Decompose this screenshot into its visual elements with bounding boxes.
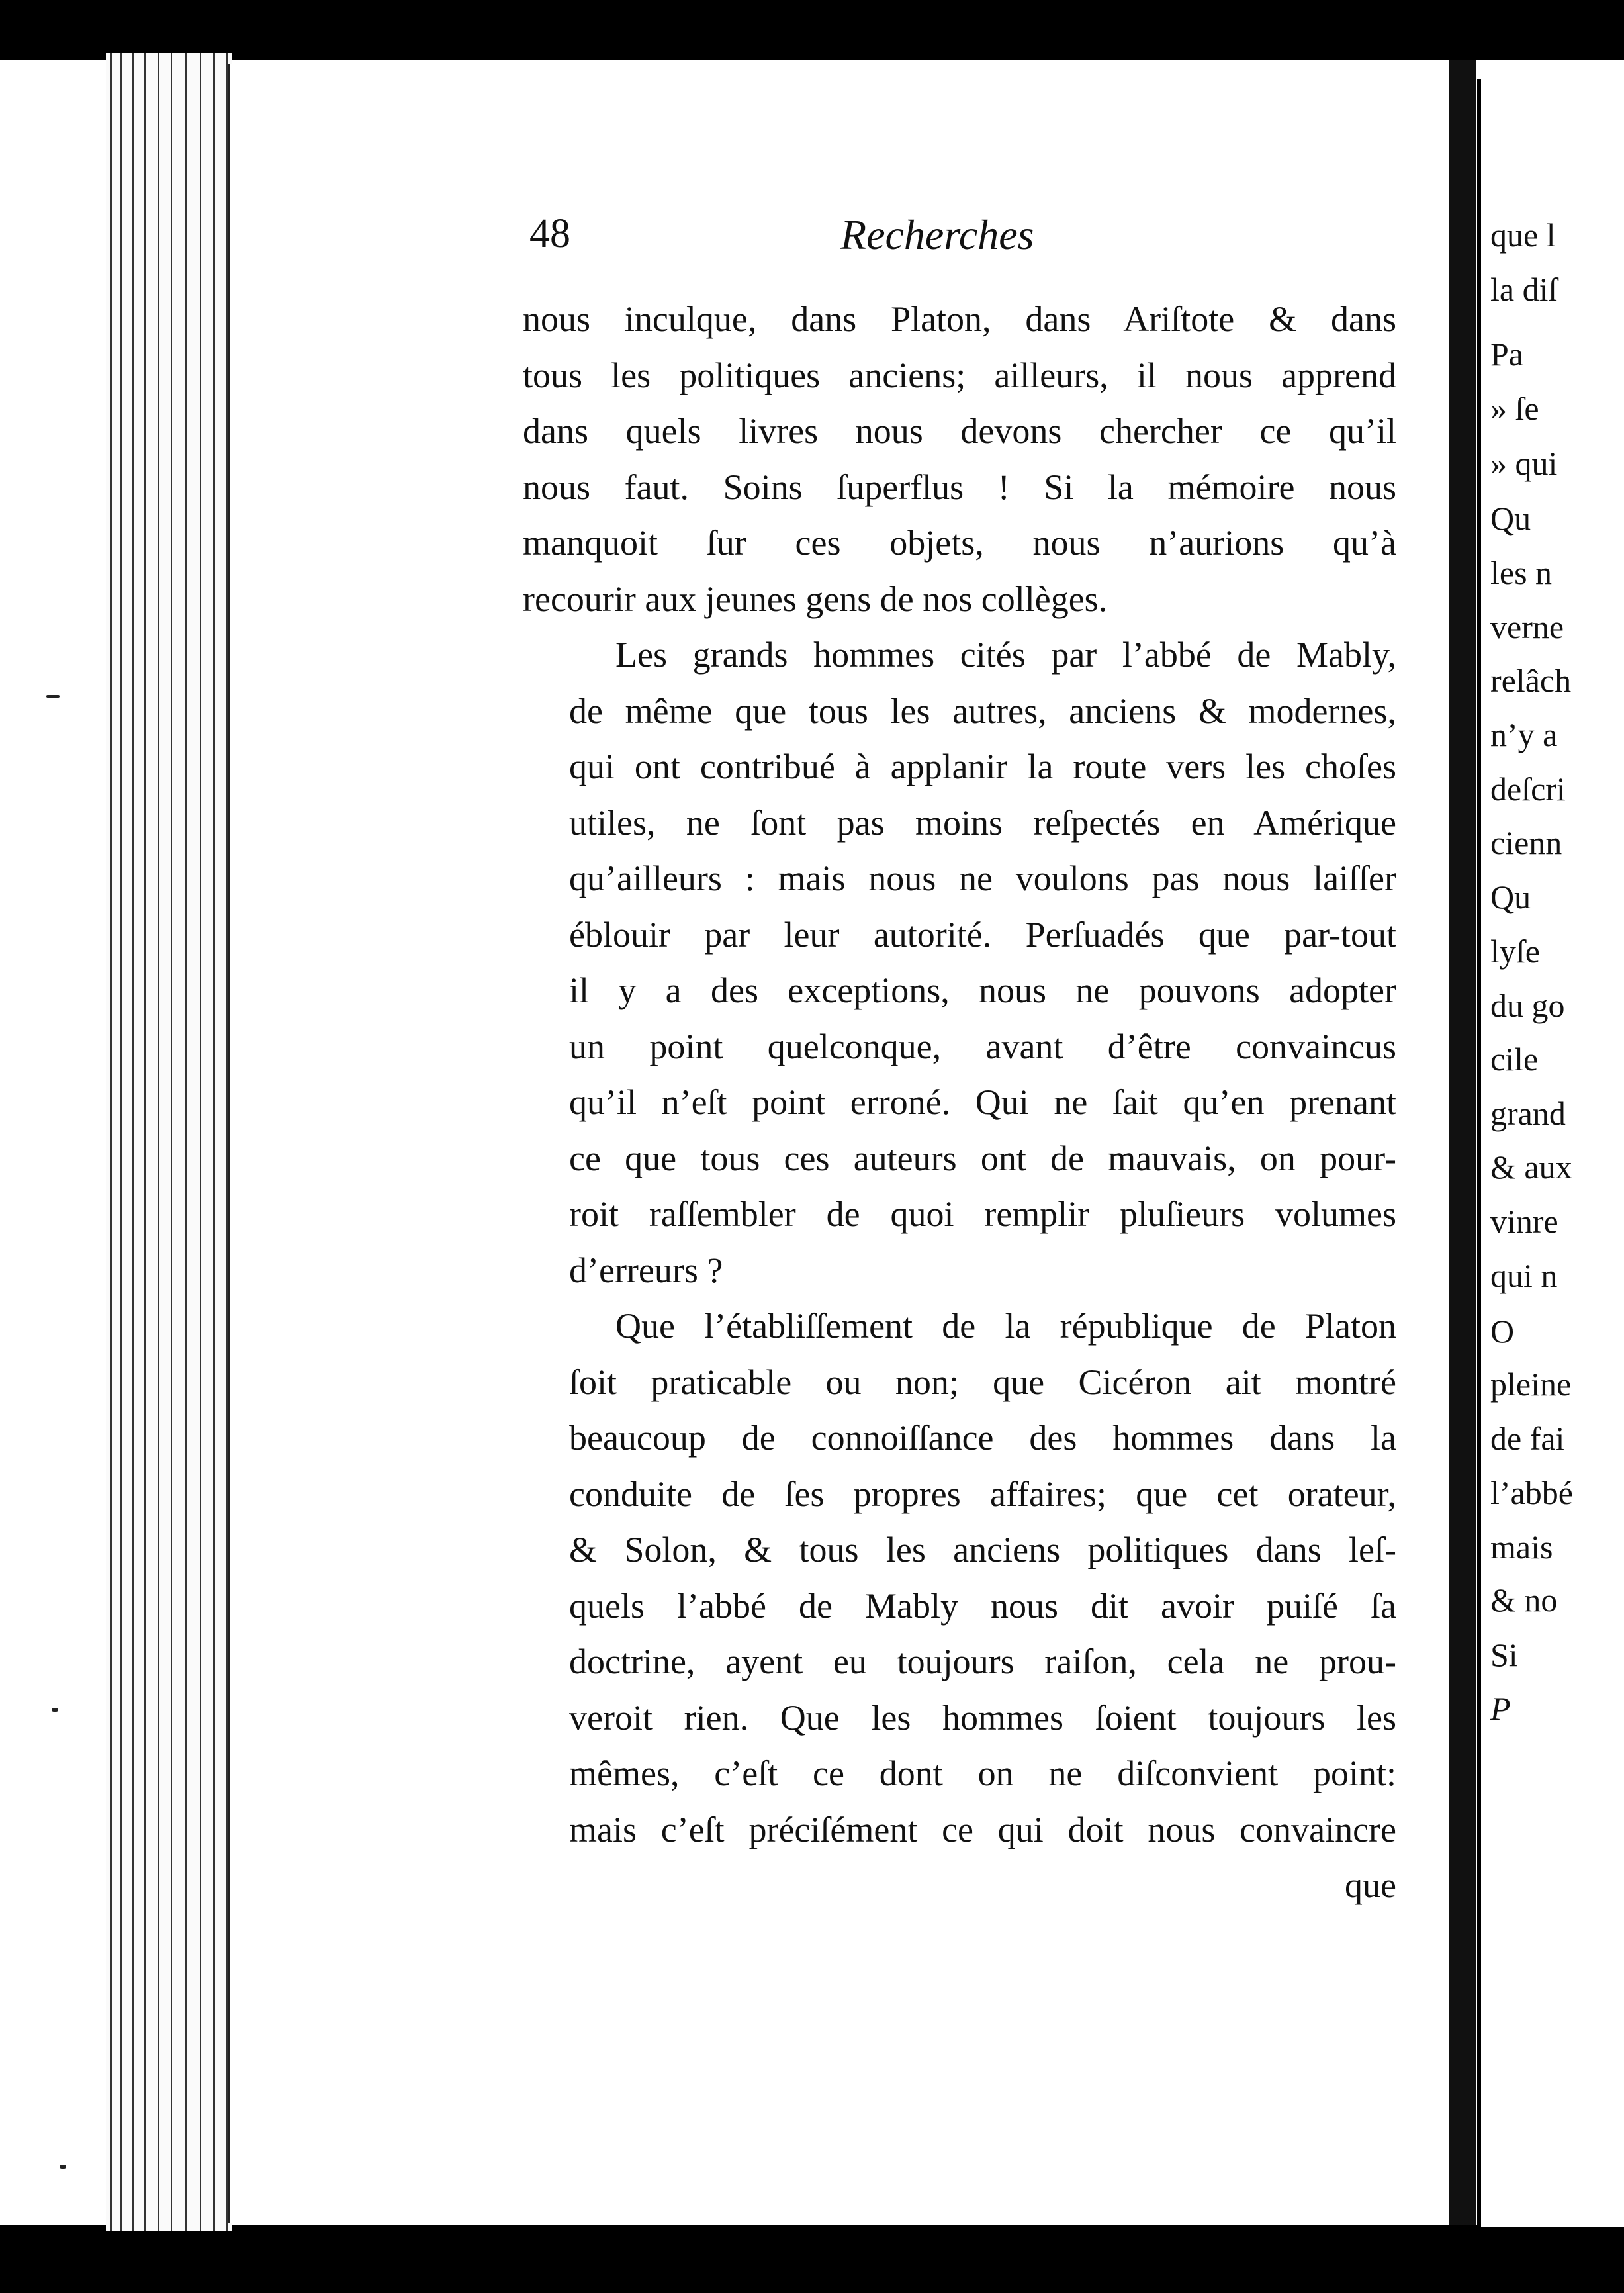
text-line: quels l’abbé de Mably nous dit avoir puiſé ſa: [569, 1585, 1396, 1626]
facing-page-line: lyſe: [1490, 933, 1540, 970]
page-edge-stack: [106, 53, 232, 2231]
facing-page-line: Qu: [1490, 878, 1531, 915]
scan-speck: [60, 2165, 66, 2169]
body-text: [523, 291, 1396, 1905]
scan-speck: [46, 695, 60, 698]
facing-page-line: P: [1490, 1690, 1511, 1727]
facing-page-line: n’y a: [1490, 716, 1558, 753]
text-line: recourir aux jeunes gens de nos collèges.: [523, 579, 1108, 619]
facing-page-line: Qu: [1490, 500, 1531, 537]
text-line: il y a des exceptions, nous ne pouvons adopter: [569, 970, 1396, 1010]
facing-page-line: relâch: [1490, 662, 1572, 699]
facing-page-line: que l: [1490, 216, 1556, 254]
text-line: éblouir par leur autorité. Perſuadés que par-tout: [569, 914, 1396, 955]
facing-page-line: & aux: [1490, 1148, 1572, 1186]
text-line: tous les politiques anciens; ailleurs, il nous apprend: [523, 355, 1396, 395]
facing-page-line: la diſ: [1490, 271, 1558, 308]
text-line: roit raſſembler de quoi remplir pluſieurs volumes: [569, 1194, 1396, 1234]
facing-page-line: deſcri: [1490, 771, 1566, 808]
facing-page-line: de fai: [1490, 1420, 1565, 1457]
text-line: ce que tous ces auteurs ont de mauvais, on pour-: [569, 1138, 1396, 1178]
facing-page-line: mais: [1490, 1528, 1553, 1566]
paragraph: [523, 627, 1396, 1298]
facing-page-line: vinre: [1490, 1203, 1558, 1240]
text-line: qu’il n’eſt point erroné. Qui ne ſait qu’en prenant: [569, 1082, 1396, 1122]
facing-page: [1477, 79, 1624, 2227]
text-line: Les grands hommes cités par l’abbé de Mably,: [615, 635, 1396, 675]
text-line: mais c’eſt préciſément ce qui doit nous convaincre: [569, 1809, 1396, 1849]
facing-page-line: cienn: [1490, 824, 1562, 861]
text-line: mêmes, c’eſt ce dont on ne diſconvient point:: [569, 1754, 1396, 1793]
text-line: qui ont contribué à applanir la route vers les choſes: [569, 747, 1396, 786]
text-line: conduite de ſes propres affaires; que cet orateur,: [569, 1474, 1396, 1514]
running-title: Recherches: [840, 211, 1034, 258]
text-line: & Solon, & tous les anciens politiques dans leſ-: [569, 1530, 1396, 1569]
facing-page-line: O: [1490, 1313, 1515, 1350]
text-line: beaucoup de connoiſſance des hommes dans la: [569, 1418, 1396, 1458]
page-number: 48: [529, 211, 570, 256]
facing-page-line: les n: [1490, 554, 1553, 591]
text-line: Que l’établiſſement de la république de Platon: [615, 1306, 1396, 1346]
facing-page-line: & no: [1490, 1581, 1558, 1618]
catchword: que: [1345, 1865, 1396, 1905]
paragraph: [523, 291, 1396, 627]
text-line: un point quelconque, avant d’être convaincus: [569, 1026, 1396, 1066]
facing-page-line: verne: [1490, 608, 1564, 645]
facing-page-line: Pa: [1490, 336, 1523, 373]
page-header: [529, 211, 1390, 270]
gutter-shadow: [1449, 60, 1476, 2225]
text-line: veroit rien. Que les hommes ſoient toujours les: [569, 1697, 1396, 1738]
facing-page-line: l’abbé: [1490, 1474, 1573, 1511]
text-line: ſoit praticable ou non; que Cicéron ait montré: [569, 1362, 1396, 1402]
text-line: nous faut. Soins ſuperflus ! Si la mémoire nous: [523, 467, 1396, 507]
scan-speck: [52, 1708, 58, 1712]
facing-page-line: grand: [1490, 1095, 1566, 1132]
text-line: qu’ailleurs : mais nous ne voulons pas nous laiſſer: [569, 859, 1396, 898]
facing-page-line: cile: [1490, 1041, 1539, 1078]
text-line: manquoit ſur ces objets, nous n’aurions qu’à: [523, 523, 1396, 563]
facing-page-line: » qui: [1490, 445, 1558, 482]
facing-page-line: Si: [1490, 1636, 1518, 1673]
facing-page-line: pleine: [1490, 1366, 1572, 1403]
text-line: utiles, ne ſont pas moins reſpectés en Amérique: [569, 802, 1396, 843]
facing-page-line: du go: [1490, 987, 1565, 1024]
scan-border-bottom: [0, 2225, 1624, 2293]
facing-page-line: qui n: [1490, 1257, 1558, 1294]
facing-page-line: » ſe: [1490, 390, 1539, 427]
text-line: de même que tous les autres, anciens & modernes,: [569, 690, 1396, 731]
text-line: nous inculque, dans Platon, dans Ariſtote & dans: [523, 299, 1396, 339]
text-line: dans quels livres nous devons chercher ce qu’il: [523, 411, 1396, 451]
text-line: d’erreurs ?: [569, 1250, 723, 1290]
scan-border-top: [0, 0, 1624, 60]
paragraph: [523, 1298, 1396, 1857]
text-line: doctrine, ayent eu toujours raiſon, cela ne prou-: [569, 1642, 1396, 1681]
